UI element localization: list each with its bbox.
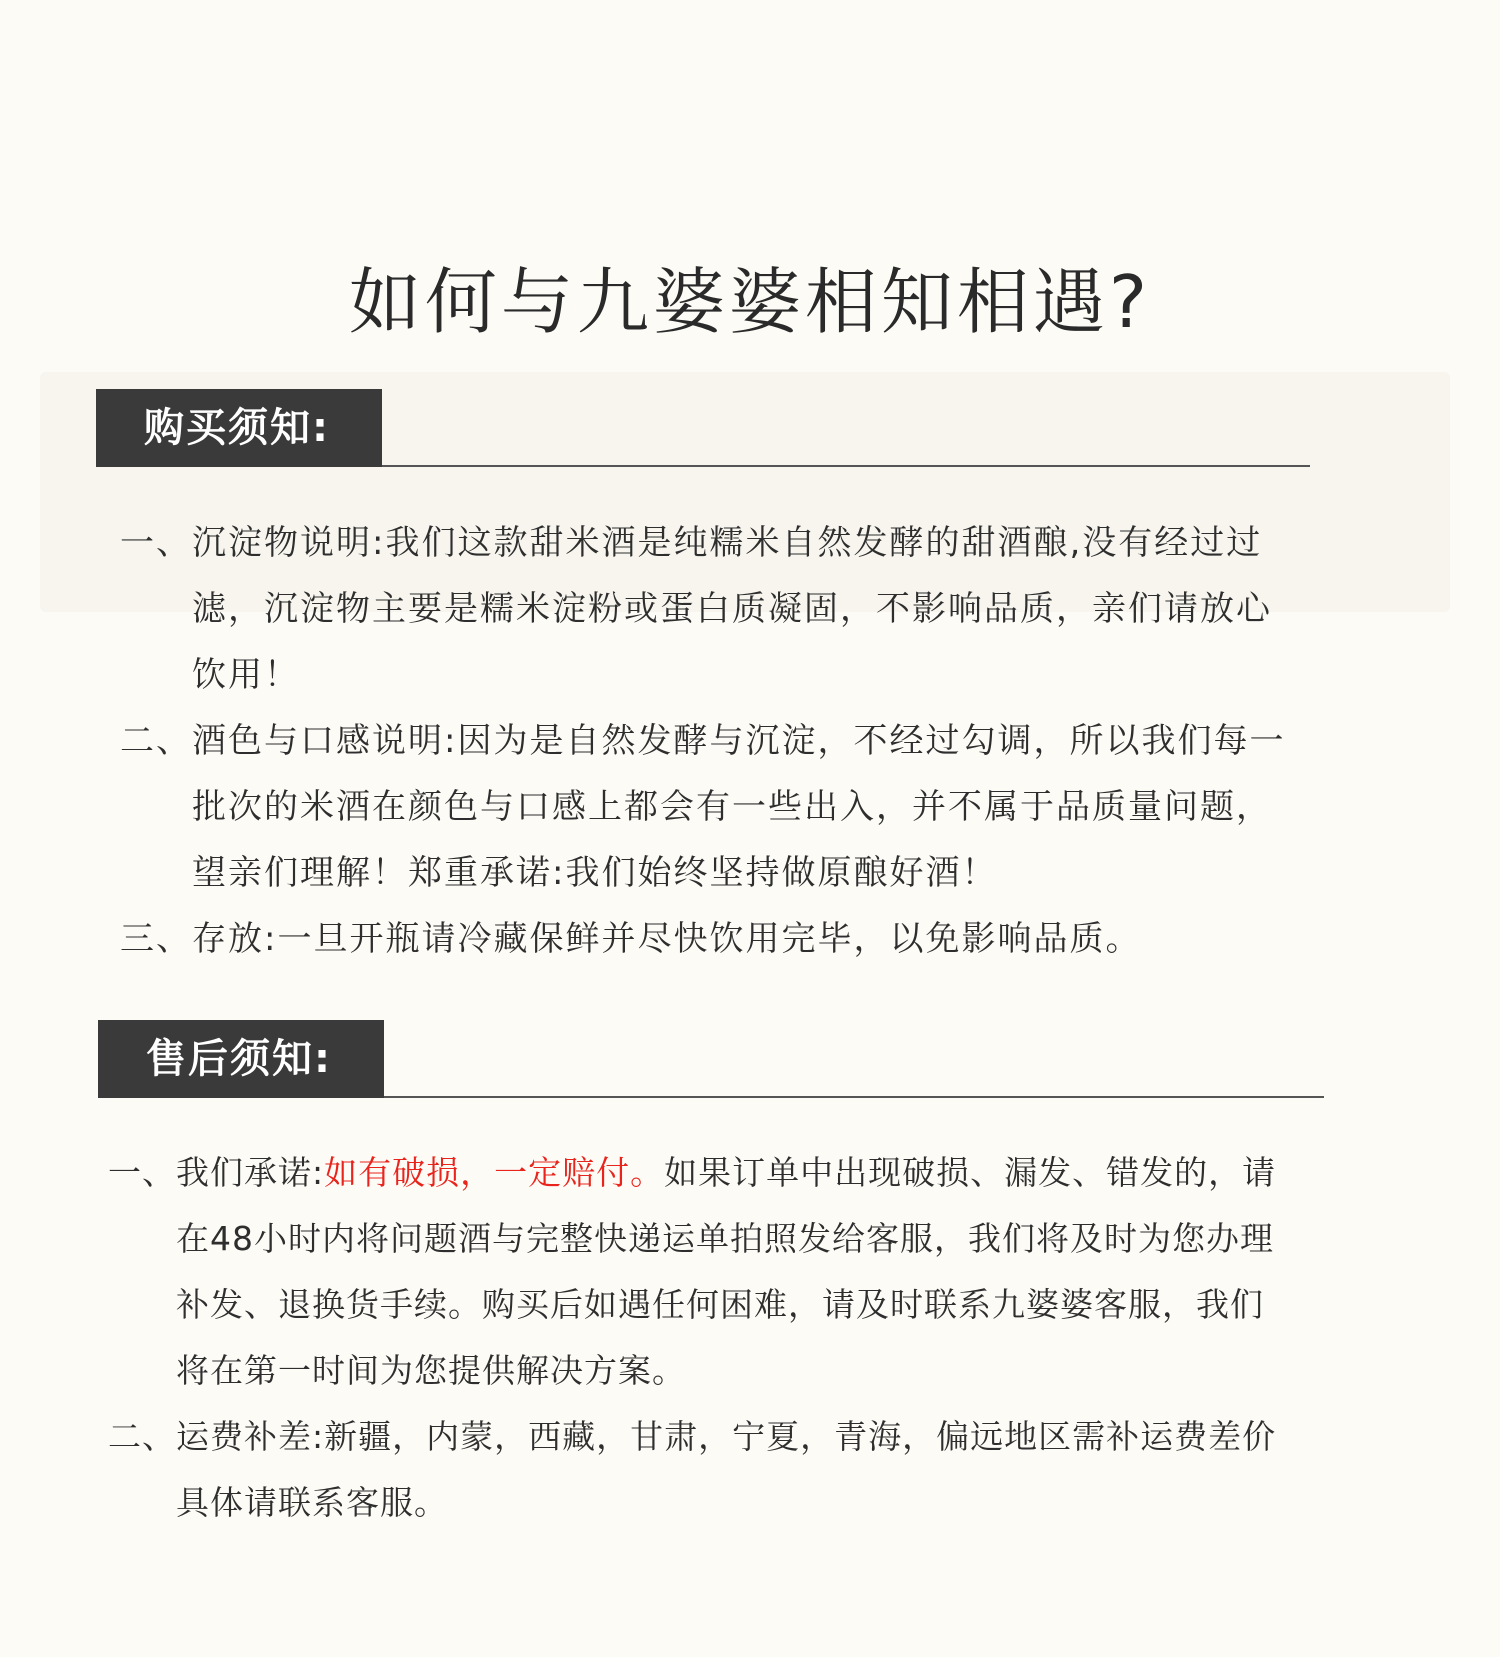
aftersale-notice-header [98, 1020, 1324, 1098]
note-number: 二、 [108, 1417, 176, 1456]
aftersale-notice-divider [384, 1096, 1324, 1098]
note-number: 一、 [108, 1153, 176, 1192]
purchase-notice-heading: 购买须知: [96, 389, 382, 467]
note-text: 新疆，内蒙，西藏，甘肃，宁夏，青海，偏远地区需补运费差价具体请联系客服。 [176, 1417, 1277, 1522]
note-number: 三、 [120, 919, 192, 959]
note-number: 二、 [120, 721, 192, 761]
purchase-notice-list [120, 510, 1300, 972]
aftersale-notice-heading: 售后须知: [98, 1020, 384, 1098]
aftersale-notice-list [108, 1140, 1288, 1536]
note-text-block [176, 1140, 1288, 1404]
note-text-block [176, 1404, 1288, 1536]
note-lead: 我们承诺: [176, 1153, 325, 1192]
note-text: 存放:一旦开瓶请冷藏保鲜并尽快饮用完毕，以免影响品质。 [192, 919, 1142, 959]
note-text: 酒色与口感说明:因为是自然发酵与沉淀，不经过勾调，所以我们每一批次的米酒在颜色与口感上都会有一些出入，并不属于品质量问题，望亲们理解！郑重承诺:我们始终坚持做原酿好酒！ [192, 721, 1286, 893]
purchase-note-item [120, 510, 1300, 708]
note-lead: 运费补差: [176, 1417, 325, 1456]
note-text: 如果订单中出现破损、漏发、错发的，请在48小时内将问题酒与完整快递运单拍照发给客服，我们将及时为您办理补发、退换货手续。购买后如遇任何困难，请及时联系九婆婆客服，我们将在第一时间为您提供解决方案。 [176, 1153, 1277, 1390]
aftersale-note-item [108, 1404, 1288, 1536]
page-title: 如何与九婆婆相知相遇? [348, 260, 1152, 345]
purchase-notice-header [96, 389, 1310, 467]
note-text: 沉淀物说明:我们这款甜米酒是纯糯米自然发酵的甜酒酿,没有经过过滤，沉淀物主要是糯米淀粉或蛋白质凝固，不影响品质，亲们请放心饮用！ [192, 523, 1272, 695]
purchase-note-item [120, 708, 1300, 906]
compensation-highlight: 如有破损，一定赔付。 [324, 1153, 665, 1192]
note-number: 一、 [120, 523, 192, 563]
purchase-notice-divider [382, 465, 1310, 467]
aftersale-note-item [108, 1140, 1288, 1404]
purchase-note-item [120, 906, 1300, 972]
